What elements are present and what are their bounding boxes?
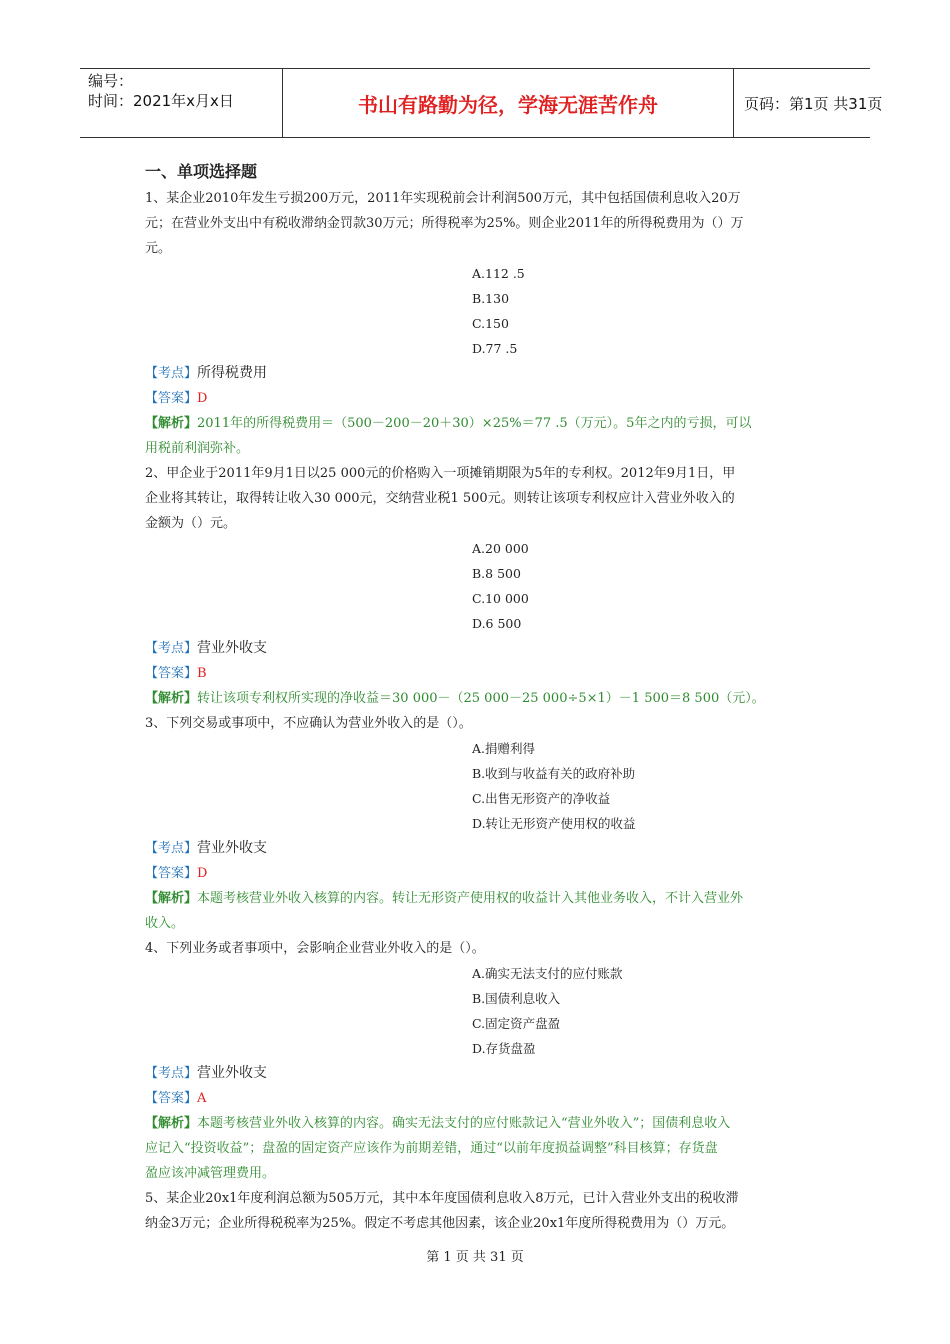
- option-item: A.捐赠利得: [472, 741, 536, 756]
- answer-label: 【答案】: [145, 391, 198, 406]
- doc-number: 编号：: [88, 72, 134, 90]
- analysis-row: [145, 886, 810, 911]
- kaodian-row: [145, 636, 810, 661]
- question-list: [145, 186, 810, 1236]
- analysis-text: 用税前利润弥补。: [145, 441, 250, 456]
- answer-row: [145, 661, 810, 686]
- answer-value: D: [197, 391, 208, 406]
- question-text: 4、下列业务或者事项中，会影响企业营业外收入的是（）。: [145, 941, 485, 956]
- kaodian-value: 所得税费用: [197, 365, 268, 381]
- question-block: [145, 186, 810, 461]
- header-page-number: 页码：第1页 共31页: [744, 94, 883, 113]
- question-block: [145, 711, 810, 936]
- option-item: B.国债利息收入: [472, 991, 561, 1006]
- option-item: D.转让无形资产使用权的收益: [472, 816, 636, 831]
- analysis-text: 应记入“投资收益”；盘盈的固定资产应该作为前期差错，通过“以前年度损益调整”科目核算；存货盘: [145, 1141, 718, 1156]
- question-text: 2、甲企业于2011年9月1日以25 000元的价格购入一项摊销期限为5年的专利权。2012年9月1日，甲: [145, 466, 736, 481]
- header-motto: 书山有路勤为径，学海无涯苦作舟: [282, 69, 734, 137]
- analysis-row: [145, 436, 810, 461]
- analysis-row: [145, 1111, 810, 1136]
- answer-row: [145, 386, 810, 411]
- question-text: 纳金3万元；企业所得税税率为25%。假定不考虑其他因素，该企业20x1年度所得税费用为（）万元。: [145, 1216, 735, 1231]
- analysis-text: 盈应该冲减管理费用。: [145, 1166, 276, 1181]
- analysis-row: [145, 911, 810, 936]
- option-item: A.20 000: [472, 541, 529, 556]
- answer-value: D: [197, 866, 208, 881]
- section-title: 一、单项选择题: [145, 162, 258, 181]
- option-item: B.收到与收益有关的政府补助: [472, 766, 636, 781]
- answer-label: 【答案】: [145, 666, 198, 681]
- answer-label: 【答案】: [145, 866, 198, 881]
- option-item: D.存货盘盈: [472, 1041, 536, 1056]
- question-text: 企业将其转让，取得转让收入30 000元，交纳营业税1 500元。则转让该项专利权应计入营业外收入的: [145, 491, 735, 506]
- kaodian-row: [145, 836, 810, 861]
- analysis-text: 转让该项专利权所实现的净收益＝30 000－（25 000－25 000÷5×1）－1 500＝8 500（元）。: [197, 691, 765, 706]
- kaodian-value: 营业外收支: [197, 640, 268, 656]
- document-body: [145, 160, 810, 1236]
- question-block: [145, 936, 810, 1186]
- page-header: [80, 68, 883, 138]
- question-text: 5、某企业20x1年度利润总额为505万元，其中本年度国债利息收入8万元，已计入营业外支出的税收滞: [145, 1191, 739, 1206]
- option-item: A.112 .5: [472, 266, 525, 281]
- page-footer: 第 1 页 共 31 页: [426, 1250, 524, 1265]
- analysis-label: 【解析】: [145, 891, 198, 906]
- question-block: [145, 1186, 810, 1236]
- answer-row: [145, 1086, 810, 1111]
- analysis-text: 本题考核营业外收入核算的内容。确实无法支付的应付账款记入“营业外收入”；国债利息收入: [197, 1116, 731, 1131]
- kaodian-row: [145, 1061, 810, 1086]
- kaodian-label: 【考点】: [145, 841, 198, 856]
- analysis-row: [145, 686, 810, 711]
- question-text: 3、下列交易或事项中，不应确认为营业外收入的是（）。: [145, 716, 472, 731]
- kaodian-label: 【考点】: [145, 366, 198, 381]
- question-block: [145, 461, 810, 711]
- option-item: C.10 000: [472, 591, 529, 606]
- kaodian-value: 营业外收支: [197, 1065, 268, 1081]
- answer-row: [145, 861, 810, 886]
- kaodian-value: 营业外收支: [197, 840, 268, 856]
- option-item: D.6 500: [472, 616, 522, 631]
- answer-value: A: [197, 1091, 207, 1106]
- option-item: C.出售无形资产的净收益: [472, 791, 611, 806]
- doc-time: 时间：2021年x月x日: [88, 92, 234, 110]
- kaodian-row: [145, 361, 810, 386]
- question-text: 元。: [145, 241, 172, 256]
- analysis-label: 【解析】: [145, 1116, 198, 1131]
- option-item: D.77 .5: [472, 341, 518, 356]
- analysis-text: 收入。: [145, 916, 185, 931]
- analysis-row: [145, 1161, 810, 1186]
- analysis-label: 【解析】: [145, 691, 198, 706]
- option-item: C.150: [472, 316, 509, 331]
- option-item: C.固定资产盘盈: [472, 1016, 561, 1031]
- kaodian-label: 【考点】: [145, 1066, 198, 1081]
- answer-value: B: [197, 666, 207, 681]
- option-item: A.确实无法支付的应付账款: [472, 966, 623, 981]
- option-item: B.130: [472, 291, 510, 306]
- analysis-row: [145, 1136, 810, 1161]
- answer-label: 【答案】: [145, 1091, 198, 1106]
- kaodian-label: 【考点】: [145, 641, 198, 656]
- analysis-label: 【解析】: [145, 416, 198, 431]
- option-item: B.8 500: [472, 566, 521, 581]
- header-meta: [80, 69, 282, 137]
- question-text: 金额为（）元。: [145, 516, 237, 531]
- analysis-row: [145, 411, 810, 436]
- analysis-text: 2011年的所得税费用＝（500－200－20＋30）×25%＝77 .5（万元）。5年之内的亏损，可以: [197, 416, 752, 431]
- question-text: 1、某企业2010年发生亏损200万元，2011年实现税前会计利润500万元，其中包括国债利息收入20万: [145, 191, 741, 206]
- analysis-text: 本题考核营业外收入核算的内容。转让无形资产使用权的收益计入其他业务收入，不计入营业外: [197, 891, 744, 906]
- question-text: 元；在营业外支出中有税收滞纳金罚款30万元；所得税率为25%。则企业2011年的所得税费用为（）万: [145, 216, 744, 231]
